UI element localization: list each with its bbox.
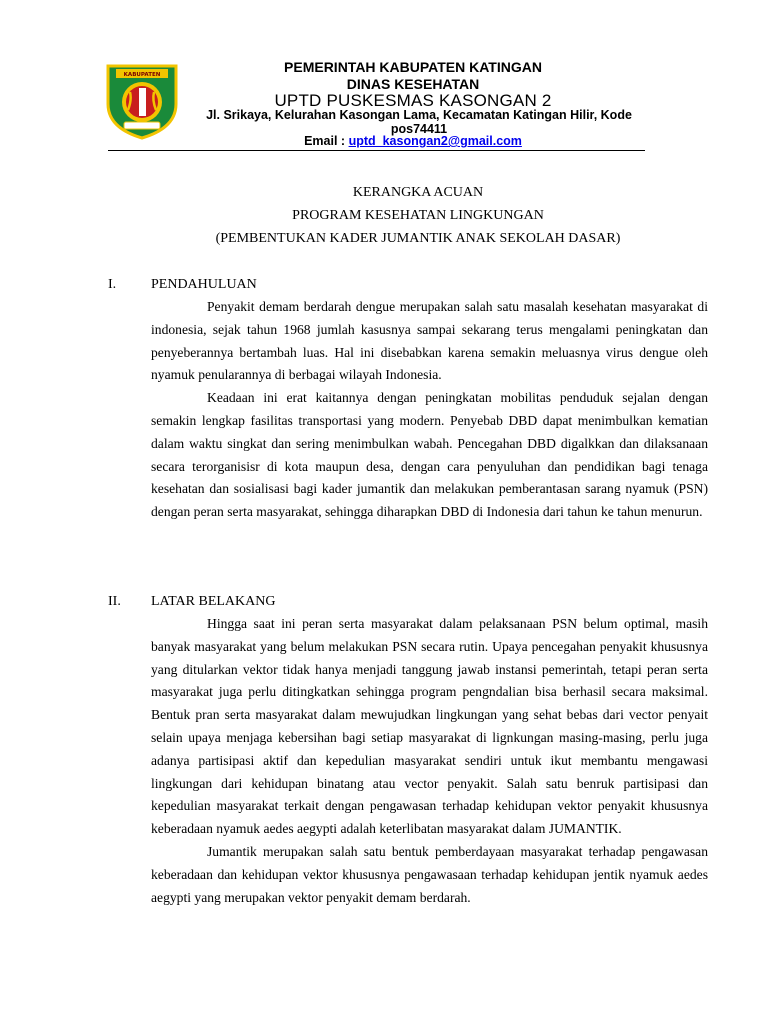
section-body — [151, 613, 708, 909]
document-subtitle: PROGRAM KESEHATAN LINGKUNGAN — [292, 208, 544, 223]
section-number: II. — [108, 594, 121, 609]
paragraph: Penyakit demam berdarah dengue merupakan salah satu masalah kesehatan masyarakat di indonesia, sejak tahun 1968 jumlah kasusnya sampai sekarang terus mengalami peningkatan dan penyeberannya bertambah luas. Hal ini disebabkan karena semakin meluasnya virus dengue oleh nyamuk penularannya di berbagai wilayah Indonesia. — [151, 299, 708, 383]
letterhead-address: Jl. Srikaya, Kelurahan Kasongan Lama, Kecamatan Katingan Hilir, Kode pos74411 — [206, 108, 632, 136]
paragraph: Jumantik merupakan salah satu bentuk pemberdayaan masyarakat terhadap pengawasan keberadaan dan kehidupan vektor khususnya pengawasaan terhadap kehidupan jentik nyamuk aedes aegypti yang merupakan vektor penyakit demam berdarah. — [151, 843, 708, 905]
document-topic: (PEMBENTUKAN KADER JUMANTIK ANAK SEKOLAH DASAR) — [215, 231, 621, 246]
section-heading: PENDAHULUAN — [151, 277, 257, 292]
section-heading: LATAR BELAKANG — [151, 594, 276, 609]
document-title: KERANGKA ACUAN — [352, 185, 484, 200]
section-number: I. — [108, 277, 117, 292]
paragraph: Hingga saat ini peran serta masyarakat dalam pelaksanaan PSN belum optimal, masih banyak masyarakat yang belum melakukan PSN secara rutin. Upaya pencegahan penyakit khususnya yang ditularkan vektor tidak hanya menjadi tanggung jawab instansi pemerintah, tetapi peran serta masyarakat juga perlu ditingkatkan sehingga program pengndalian bisa berhasil secara maksimal. Bentuk pran serta masyarakat dalam mewujudkan lingkungan yang sehat bebas dari vector penyait selain upaya menjaga kebersihan bagi setiap masyarakat di lignkungan masing-masing, perlu juga adanya partisipasi aktif dan kepedulian masyarakat sendiri untuk ikut membantu mengawasi lingkungan dari kehidupan binatang atau vector penyakit. Salah satu benruk partisipasi dan kepedulian masyarakat terkait dengan pengawasan terhadap kehidupan vektor penyakit khususnya keberadaan nyamuk aedes aegypti adalah keterlibatan masyarakat dalam JUMANTIK. — [151, 616, 708, 837]
svg-text:KABUPATEN: KABUPATEN — [123, 72, 161, 78]
letterhead-government: PEMERINTAH KABUPATEN KATINGAN — [284, 59, 542, 75]
letterhead-divider — [108, 150, 645, 151]
section-body — [151, 296, 708, 524]
email-link[interactable]: uptd_kasongan2@gmail.com — [348, 134, 522, 148]
paragraph: Keadaan ini erat kaitannya dengan peningkatan mobilitas penduduk sejalan dengan semakin lengkap fasilitas transportasi yang modern. Penyebab DBD dapat menimbulkan kematian dalam waktu singkat dan sering menimbulkan wabah. Pencegahan DBD digalkkan dan dilaksanaan secara terorganisisr di kota maupun desa, dengan cara penyuluhan dan pendidikan bagi tenaga kesehatan dan sosialisasi bagi kader jumantik dan melakukan pemberantasan sarang nyamuk (PSN) dengan peran serta masyarakat, sehingga diharapkan DBD di Indonesia dari tahun ke tahun menurun. — [151, 390, 708, 520]
letterhead-institution: UPTD PUSKESMAS KASONGAN 2 — [274, 91, 552, 110]
email-label: Email : — [304, 134, 349, 148]
letterhead-email-line — [188, 134, 638, 148]
katingan-regency-logo — [102, 60, 182, 140]
letterhead-department: DINAS KESEHATAN — [346, 76, 480, 92]
